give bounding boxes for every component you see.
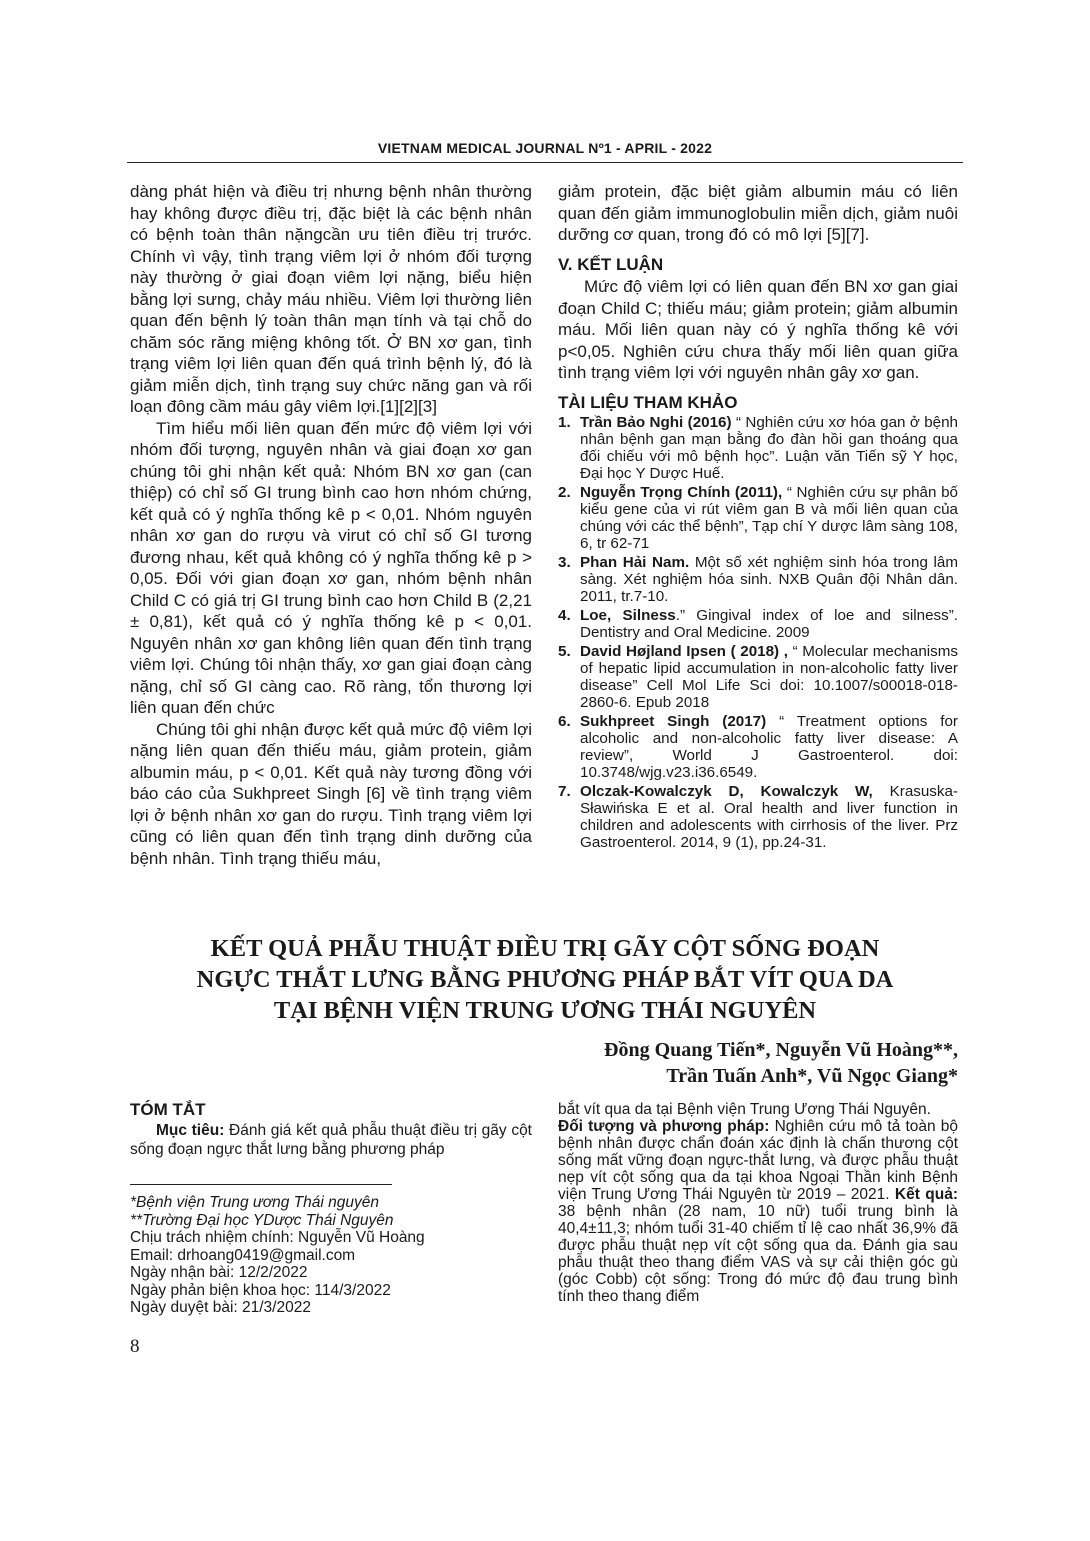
reference-author: Nguyễn Trọng Chính (2011), xyxy=(580,484,783,501)
article-title xyxy=(160,933,930,1026)
page-number: 8 xyxy=(130,1336,140,1357)
received-date: Ngày nhận bài: 12/2/2022 xyxy=(130,1264,308,1281)
reference-author: Olczak-Kowalczyk D, Kowalczyk W, xyxy=(580,783,873,800)
conclusion-heading: V. KẾT LUẬN xyxy=(558,254,664,274)
methods-label: Đối tượng và phương pháp: xyxy=(558,1118,770,1135)
article-authors xyxy=(604,1037,958,1089)
objective-text: Đánh giá kết quả phẫu thuật điều trị gãy cột sống đoạn ngực thắt lưng bằng phương pháp xyxy=(130,1122,532,1158)
reference-item xyxy=(558,484,958,552)
results-text: 38 bệnh nhân (28 nam, 10 nữ) tuổi trung bình là 40,4±11,3; nhóm tuổi 31-40 chiếm tỉ lệ cao nhất 36,9% đã được phẫu thuật nẹp vít cột sống qua da. Đánh gia sau phẫu thuật theo thang điểm VAS và sự cải thiện góc gù (góc Cobb) cột sống: Trong đó mức độ đau trung bình tính theo thang điểm xyxy=(558,1203,958,1305)
right-continuation: giảm protein, đặc biệt giảm albumin máu có liên quan đến giảm immunoglobulin miễn dịch, giảm nuôi dưỡng cơ quan, trong đó có mô lợi [5][7]. xyxy=(558,182,958,244)
reference-text: Krasuska-Sławińska E et al. Oral health and liver function in children and adolescents with cirrhosis of the liver. Prz Gastroenterol. 2014, 9 (1), pp.24-31. xyxy=(580,783,958,851)
responsible-author: Chịu trách nhiệm chính: Nguyễn Vũ Hoàng xyxy=(130,1229,425,1246)
reference-text: .” Gingival index of loe and silness”. Dentistry and Oral Medicine. 2009 xyxy=(580,607,958,641)
header-rule xyxy=(127,162,963,163)
review-date: Ngày phản biện khoa học: 114/3/2022 xyxy=(130,1281,391,1299)
reference-item xyxy=(558,414,958,482)
reference-text: “ Treatment options for alcoholic and non-alcoholic fatty liver disease: A review”, World J Gastroenterol. doi: 10.3748/wjg.v23.i36.6549. xyxy=(580,713,958,781)
reference-number: 1. xyxy=(558,414,571,431)
title-line: NGỰC THẮT LƯNG BẰNG PHƯƠNG PHÁP BẮT VÍT QUA DA xyxy=(196,966,894,993)
results-label: Kết quả: xyxy=(894,1186,958,1203)
left-paragraph-3: Chúng tôi ghi nhận được kết quả mức độ viêm lợi nặng liên quan đến thiếu máu, giảm protein, giảm albumin máu, p < 0,01. Kết quả này tương đồng với báo cáo của Sukhpreet Singh [6] về tình trạng viêm lợi ở bệnh nhân xơ gan do rượu. Tình trạng viêm lợi cũng có liên quan đến tình trạng dinh dưỡng của bệnh nhân. Tình trạng thiếu máu, xyxy=(130,719,532,868)
affiliation-2: **Trường Đại học YDược Thái Nguyên xyxy=(130,1211,394,1229)
reference-item xyxy=(558,713,958,781)
reference-author: David Højland Ipsen ( 2018) , xyxy=(580,643,788,660)
affiliation-1: *Bệnh viện Trung ương Thái nguyên xyxy=(130,1194,379,1211)
right-column xyxy=(558,181,958,853)
authors-line: Trần Tuấn Anh*, Vũ Ngọc Giang* xyxy=(666,1065,958,1087)
methods-text: Nghiên cứu mô tả toàn bộ bệnh nhân được chẩn đoán xác định là chấn thương cột sống mất vững đoạn ngực-thắt lưng, và được phẫu thuật nẹp vít cột sống qua da tại khoa Ngoại Thần kinh Bệnh viện Trung Ương Thái Nguyên từ 2019 – 2021. xyxy=(558,1118,958,1203)
reference-author: Phan Hải Nam. xyxy=(580,554,690,571)
reference-item xyxy=(558,554,958,605)
reference-text: “ Nghiên cứu sự phân bố kiểu gene của vi rút viêm gan B và mối liên quan của chúng với các thể bệnh”, Tạp chí Y dược lâm sàng 108, 6, tr 62-71 xyxy=(580,484,958,552)
left-paragraph-1: dàng phát hiện và điều trị nhưng bệnh nhân thường hay không được điều trị, đặc biệt là các bệnh nhân có bệnh toàn thân nặngcần ưu tiên điều trị trước. Chính vì vậy, tình trạng viêm lợi ở nhóm đối tượng này thường ở giai đoạn viêm lợi nặng, biểu hiện bằng lợi sưng, chảy máu nhiều. Viêm lợi thường liên quan đến bệnh lý toàn thân mạn tính và tại chỗ do chăm sóc răng miệng không tốt. Ở BN xơ gan, tình trạng viêm lợi liên quan đến quá trình bệnh lý, đó là giảm miễn dịch, tình trạng suy chức năng gan và rối loạn đông cầm máu gây viêm lợi.[1][2][3] xyxy=(130,182,532,416)
reference-item xyxy=(558,783,958,851)
abstract-right xyxy=(558,1101,958,1305)
reference-number: 7. xyxy=(558,783,571,800)
objective-label: Mục tiêu: xyxy=(156,1122,225,1139)
reference-number: 5. xyxy=(558,643,571,660)
left-paragraph-2: Tìm hiểu mối liên quan đến mức độ viêm lợi với nhóm đối tượng, nguyên nhân và giai đoạn xơ gan chúng tôi ghi nhận kết quả: Nhóm BN xơ gan (can thiệp) có chỉ số GI trung bình cao hơn nhóm chứng, kết quả có ý nghĩa thống kê p < 0,01. Nhóm nguyên nhân xơ gan do rượu và virut có chỉ số GI tương đương nhau, kết quả không có ý nghĩa thống kê p > 0,05. Đối với gian đoạn xơ gan, nhóm bệnh nhân Child C có giá trị GI trung bình cao hơn Child B (2,21 ± 0,81), kết quả có ý nghĩa thống kê p < 0,01. Nguyên nhân xơ gan không liên quan đến tình trạng viêm lợi. Chúng tôi nhận thấy, xơ gan giai đoạn càng nặng, chỉ số GI càng cao. Rõ ràng, tổn thương lợi liên quan đến chức xyxy=(130,418,532,717)
reference-number: 3. xyxy=(558,554,571,571)
footnote-rule xyxy=(130,1184,392,1185)
references-heading: TÀI LIỆU THAM KHẢO xyxy=(558,392,738,412)
reference-author: Loe, Silness xyxy=(580,607,676,624)
authors-line: Đồng Quang Tiến*, Nguyễn Vũ Hoàng**, xyxy=(604,1039,958,1061)
reference-text: “ Nghiên cứu xơ hóa gan ở bệnh nhân bệnh gan mạn bằng đo đàn hồi gan thoáng qua đối chiếu với mô bệnh học”. Luận văn Tiến sỹ Y học, Đại học Y Dược Huế. xyxy=(580,414,958,482)
reference-text: “ Molecular mechanisms of hepatic lipid accumulation in non-alcoholic fatty liver disease” Cell Mol Life Sci doi: 10.1007/s00018-018-2860-6. Epub 2018 xyxy=(580,643,958,711)
author-email: Email: drhoang0419@gmail.com xyxy=(130,1246,356,1264)
reference-number: 2. xyxy=(558,484,571,501)
reference-author: Sukhpreet Singh (2017) xyxy=(580,713,767,730)
reference-item xyxy=(558,607,958,641)
reference-author: Trần Bảo Nghi (2016) xyxy=(580,414,732,431)
footnotes xyxy=(130,1194,532,1317)
reference-list xyxy=(558,414,958,851)
reference-number: 6. xyxy=(558,713,571,730)
abstract-continuation: bắt vít qua da tại Bệnh viện Trung Ương Thái Nguyên. xyxy=(558,1101,931,1118)
conclusion-text: Mức độ viêm lợi có liên quan đến BN xơ gan giai đoạn Child C; thiếu máu; giảm protein; giảm albumin máu. Mối liên quan này có ý nghĩa thống kê với p<0,05. Nghiên cứu chưa thấy mối liên quan giữa tình trạng viêm lợi với nguyên nhân gây xơ gan. xyxy=(558,277,958,382)
journal-header: VIETNAM MEDICAL JOURNAL Nº1 - APRIL - 2022 xyxy=(377,140,713,156)
title-line: TẠI BỆNH VIỆN TRUNG ƯƠNG THÁI NGUYÊN xyxy=(273,997,817,1024)
reference-text: Một số xét nghiệm sinh hóa trong lâm sàng. Xét nghiệm hóa sinh. NXB Quân đội Nhân dân. 2011, tr.7-10. xyxy=(580,554,959,605)
abstract-left xyxy=(130,1122,532,1159)
reference-number: 4. xyxy=(558,607,571,624)
title-line: KẾT QUẢ PHẪU THUẬT ĐIỀU TRỊ GÃY CỘT SỐNG ĐOẠN xyxy=(210,935,880,962)
reference-item xyxy=(558,643,958,711)
left-column xyxy=(130,181,532,869)
summary-heading: TÓM TẮT xyxy=(130,1100,206,1119)
accepted-date: Ngày duyệt bài: 21/3/2022 xyxy=(130,1299,311,1316)
